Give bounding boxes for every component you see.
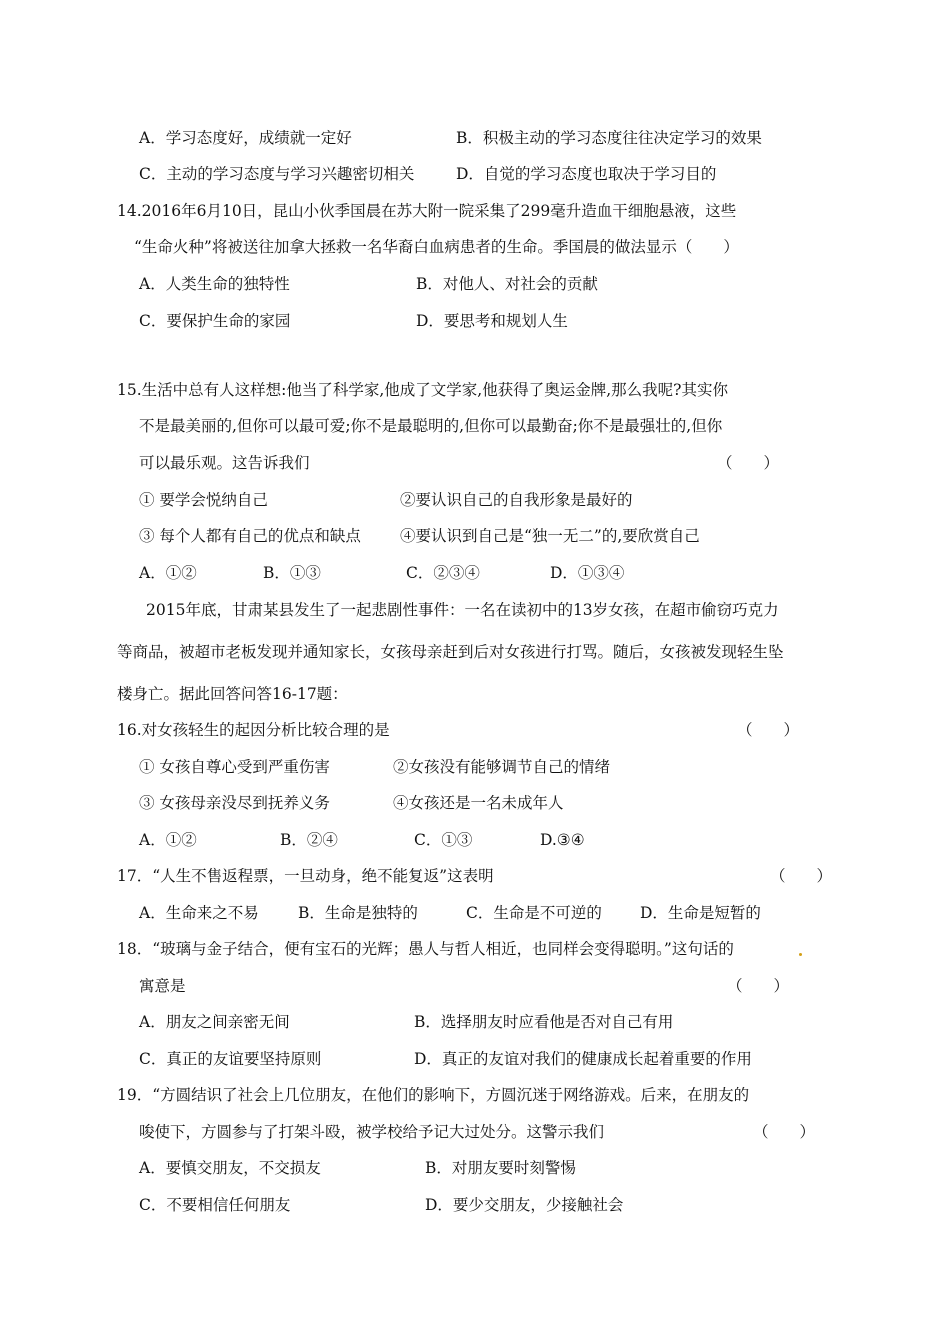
q13-option-c: C．主动的学习态度与学习兴趣密切相关 (139, 165, 415, 183)
q16-statement-2: ②女孩没有能够调节自己的情绪 (393, 758, 611, 776)
q16-option-c: C．①③ (414, 831, 473, 849)
q13-option-a: A．学习态度好，成绩就一定好 (139, 129, 352, 147)
passage-line1: 2015年底，甘肃某县发生了一起悲剧性事件：一名在读初中的13岁女孩，在超市偷窃巧克力 (146, 601, 779, 619)
q15-statement-4: ④要认识到自己是“独一无二”的,要欣赏自己 (400, 527, 700, 545)
q14-option-d: D．要思考和规划人生 (416, 312, 568, 330)
q15-statement-1: ① 要学会悦纳自己 (139, 491, 268, 509)
q15-option-a: A．①② (139, 564, 197, 582)
q17-stem: 17．“人生不售返程票，一旦动身，绝不能复返”这表明 (117, 867, 494, 885)
q18-stem-line1: 18．“玻璃与金子结合，便有宝石的光辉；愚人与哲人相近，也同样会变得聪明。”这句话的 (117, 940, 734, 958)
q16-statement-3: ③ 女孩母亲没尽到抚养义务 (139, 794, 330, 812)
q19-answer-bracket: （ ） (753, 1123, 816, 1141)
q16-option-b: B．②④ (280, 831, 338, 849)
q16-statement-1: ① 女孩自尊心受到严重伤害 (139, 758, 330, 776)
q17-option-c: C．生命是不可逆的 (466, 904, 602, 922)
q18-option-d: D．真正的友谊对我们的健康成长起着重要的作用 (414, 1050, 752, 1068)
q19-option-c: C．不要相信任何朋友 (139, 1196, 291, 1214)
q15-answer-bracket: （ ） (717, 454, 780, 472)
q13-option-b: B．积极主动的学习态度往往决定学习的效果 (456, 129, 762, 147)
q17-option-d: D．生命是短暂的 (640, 904, 761, 922)
q18-stem-line2: 寓意是 (139, 977, 186, 995)
q15-option-c: C．②③④ (406, 564, 480, 582)
q16-statement-4: ④女孩还是一名未成年人 (393, 794, 564, 812)
q18-option-c: C．真正的友谊要坚持原则 (139, 1050, 322, 1068)
q16-stem: 16.对女孩轻生的起因分析比较合理的是 (117, 721, 390, 739)
q15-statement-3: ③ 每个人都有自己的优点和缺点 (139, 527, 361, 545)
q14-option-c: C．要保护生命的家园 (139, 312, 291, 330)
q17-answer-bracket: （ ） (770, 867, 833, 885)
q14-stem-line2: “生命火种”将被送往加拿大拯救一名华裔白血病患者的生命。季国晨的做法显示（ ） (134, 238, 739, 256)
q13-option-d: D．自觉的学习态度也取决于学习目的 (456, 165, 717, 183)
passage-line3: 楼身亡。据此回答问答16-17题： (117, 685, 348, 703)
q19-option-b: B．对朋友要时刻警惕 (425, 1159, 576, 1177)
q14-option-a: A．人类生命的独特性 (139, 275, 290, 293)
q15-statement-2: ②要认识自己的自我形象是最好的 (400, 491, 633, 509)
q15-option-d: D．①③④ (550, 564, 625, 582)
q18-answer-bracket: （ ） (727, 977, 790, 995)
q17-option-a: A．生命来之不易 (139, 904, 259, 922)
q15-stem-line2: 不是最美丽的,但你可以最可爱;你不是最聪明的,但你可以最勤奋;你不是最强壮的,但你 (139, 417, 723, 435)
q16-option-a: A．①② (139, 831, 197, 849)
q14-stem-line1: 14.2016年6月10日，昆山小伙季国晨在苏大附一院采集了299毫升造血干细胞悬液，这些 (117, 202, 737, 220)
q19-option-d: D．要少交朋友，少接触社会 (425, 1196, 624, 1214)
q19-stem-line1: 19．“方圆结识了社会上几位朋友，在他们的影响下，方圆沉迷于网络游戏。后来，在朋友的 (117, 1086, 750, 1104)
q15-option-b: B．①③ (263, 564, 321, 582)
q19-option-a: A．要慎交朋友，不交损友 (139, 1159, 321, 1177)
q19-stem-line2: 唆使下，方圆参与了打架斗殴，被学校给予记大过处分。这警示我们 (139, 1123, 605, 1141)
q16-option-d: D.③④ (540, 831, 585, 849)
q15-stem-line1: 15.生活中总有人这样想:他当了科学家,他成了文学家,他获得了奥运金牌,那么我呢?其实你 (117, 381, 728, 399)
q18-option-a: A．朋友之间亲密无间 (139, 1013, 290, 1031)
q14-option-b: B．对他人、对社会的贡献 (416, 275, 598, 293)
passage-line2: 等商品，被超市老板发现并通知家长，女孩母亲赶到后对女孩进行打骂。随后，女孩被发现轻生坠 (117, 643, 784, 661)
stray-dot-mark (799, 953, 802, 956)
q17-option-b: B．生命是独特的 (298, 904, 418, 922)
q16-answer-bracket: （ ） (737, 721, 800, 739)
q15-stem-line3: 可以最乐观。这告诉我们 (139, 454, 310, 472)
q18-option-b: B．选择朋友时应看他是否对自己有用 (414, 1013, 674, 1031)
